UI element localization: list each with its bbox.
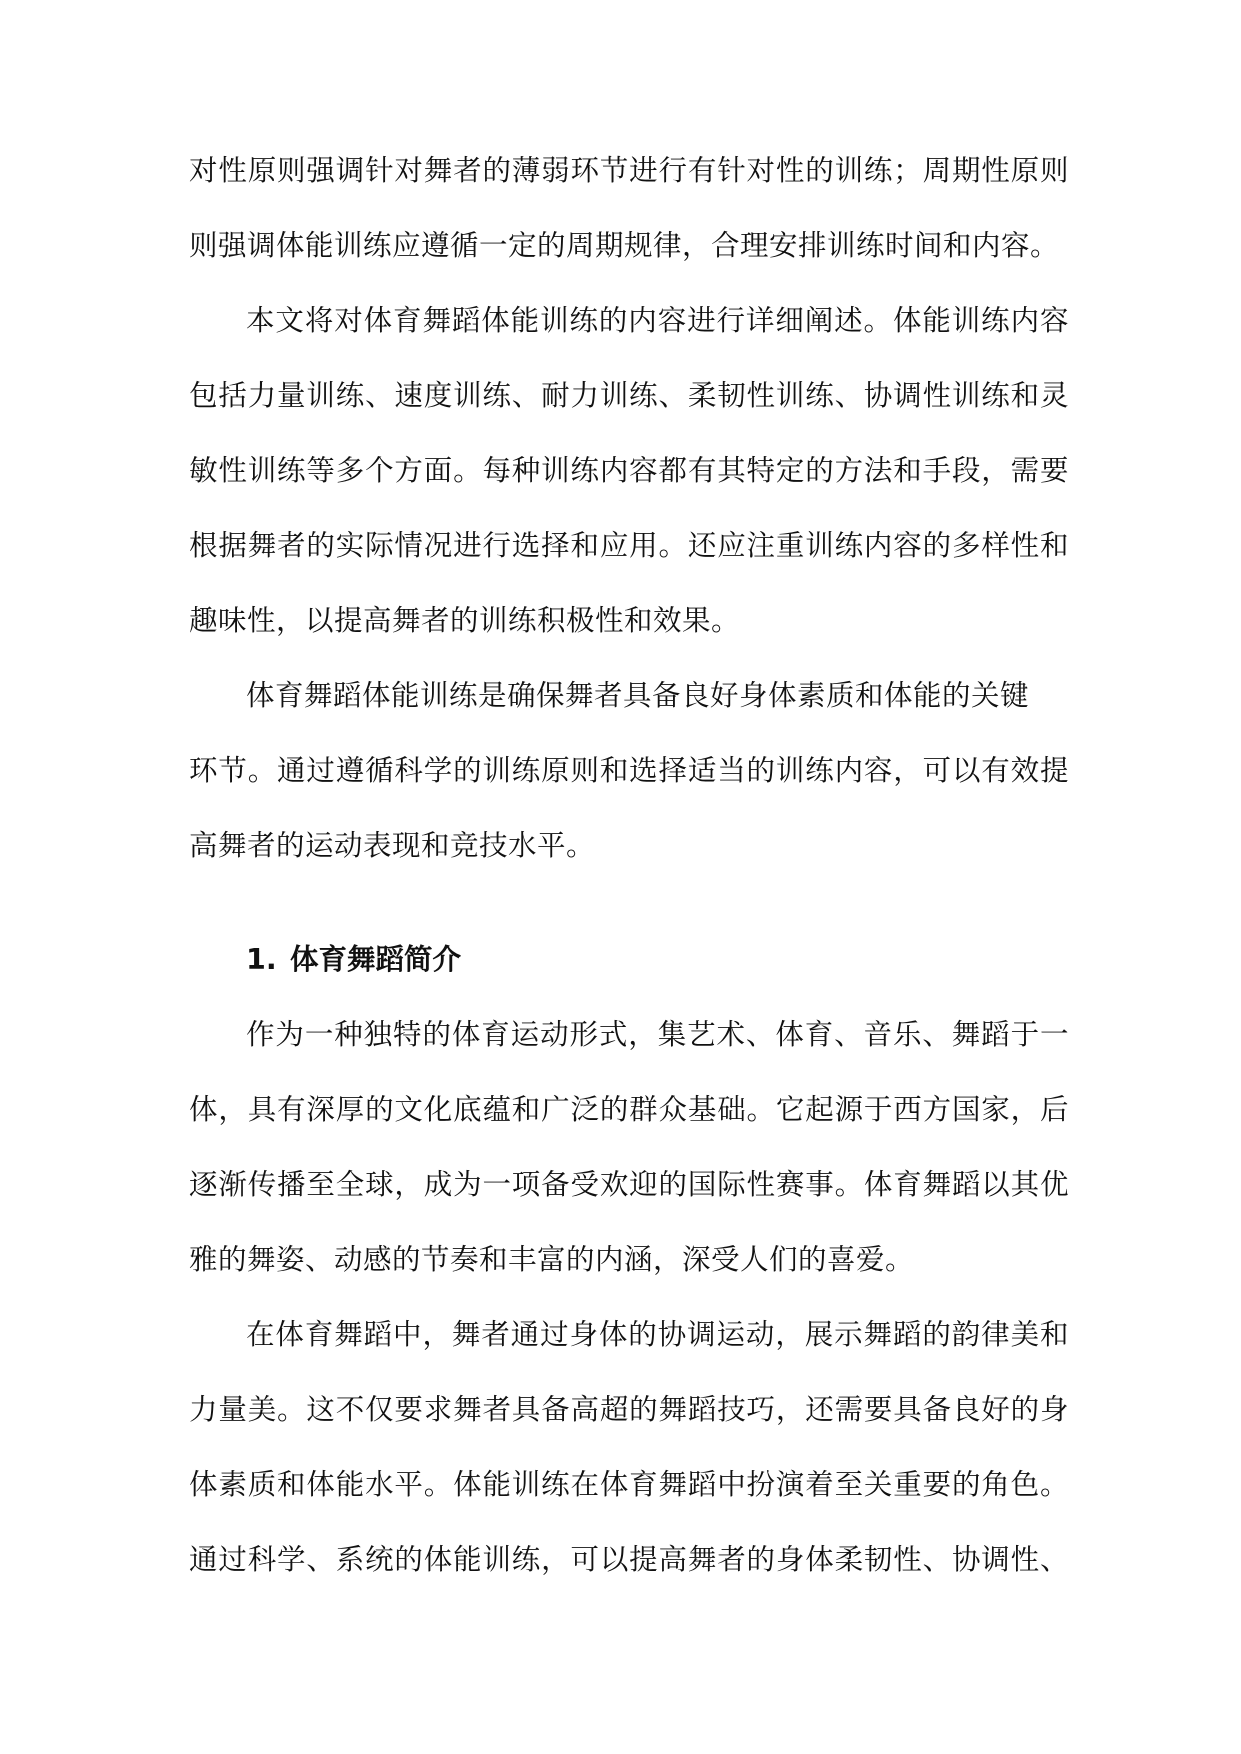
text-line: 雅的舞姿、动感的节奏和丰富的内涵，深受人们的喜爱。 — [189, 1243, 915, 1276]
text-line: 逐渐传播至全球，成为一项备受欢迎的国际性赛事。体育舞蹈以其优 — [189, 1168, 1069, 1201]
text-line: 包括力量训练、速度训练、耐力训练、柔韧性训练、协调性训练和灵 — [189, 379, 1069, 412]
text-line: 作为一种独特的体育运动形式，集艺术、体育、音乐、舞蹈于一 — [246, 1018, 1069, 1051]
text-line: 则强调体能训练应遵循一定的周期规律，合理安排训练时间和内容。 — [189, 229, 1060, 262]
section-heading — [246, 940, 461, 980]
text-line: 对性原则强调针对舞者的薄弱环节进行有针对性的训练；周期性原则 — [189, 154, 1069, 187]
text-line: 敏性训练等多个方面。每种训练内容都有其特定的方法和手段，需要 — [189, 454, 1069, 487]
text-line: 根据舞者的实际情况进行选择和应用。还应注重训练内容的多样性和 — [189, 529, 1069, 562]
text-line: 体育舞蹈体能训练是确保舞者具备良好身体素质和体能的关键 — [246, 679, 1030, 712]
text-line: 体，具有深厚的文化底蕴和广泛的群众基础。它起源于西方国家，后 — [189, 1093, 1069, 1126]
section-number: 1. — [246, 943, 277, 976]
section-title: 体育舞蹈简介 — [290, 943, 462, 976]
text-line: 通过科学、系统的体能训练，可以提高舞者的身体柔韧性、协调性、 — [189, 1543, 1069, 1576]
text-line: 高舞者的运动表现和竞技水平。 — [189, 829, 596, 862]
text-line: 趣味性，以提高舞者的训练积极性和效果。 — [189, 604, 741, 637]
text-line: 本文将对体育舞蹈体能训练的内容进行详细阐述。体能训练内容 — [246, 304, 1069, 337]
text-line: 体素质和体能水平。体能训练在体育舞蹈中扮演着至关重要的角色。 — [189, 1468, 1069, 1501]
text-line: 力量美。这不仅要求舞者具备高超的舞蹈技巧，还需要具备良好的身 — [189, 1393, 1069, 1426]
text-line: 环节。通过遵循科学的训练原则和选择适当的训练内容，可以有效提 — [189, 754, 1069, 787]
text-line: 在体育舞蹈中，舞者通过身体的协调运动，展示舞蹈的韵律美和 — [246, 1318, 1069, 1351]
